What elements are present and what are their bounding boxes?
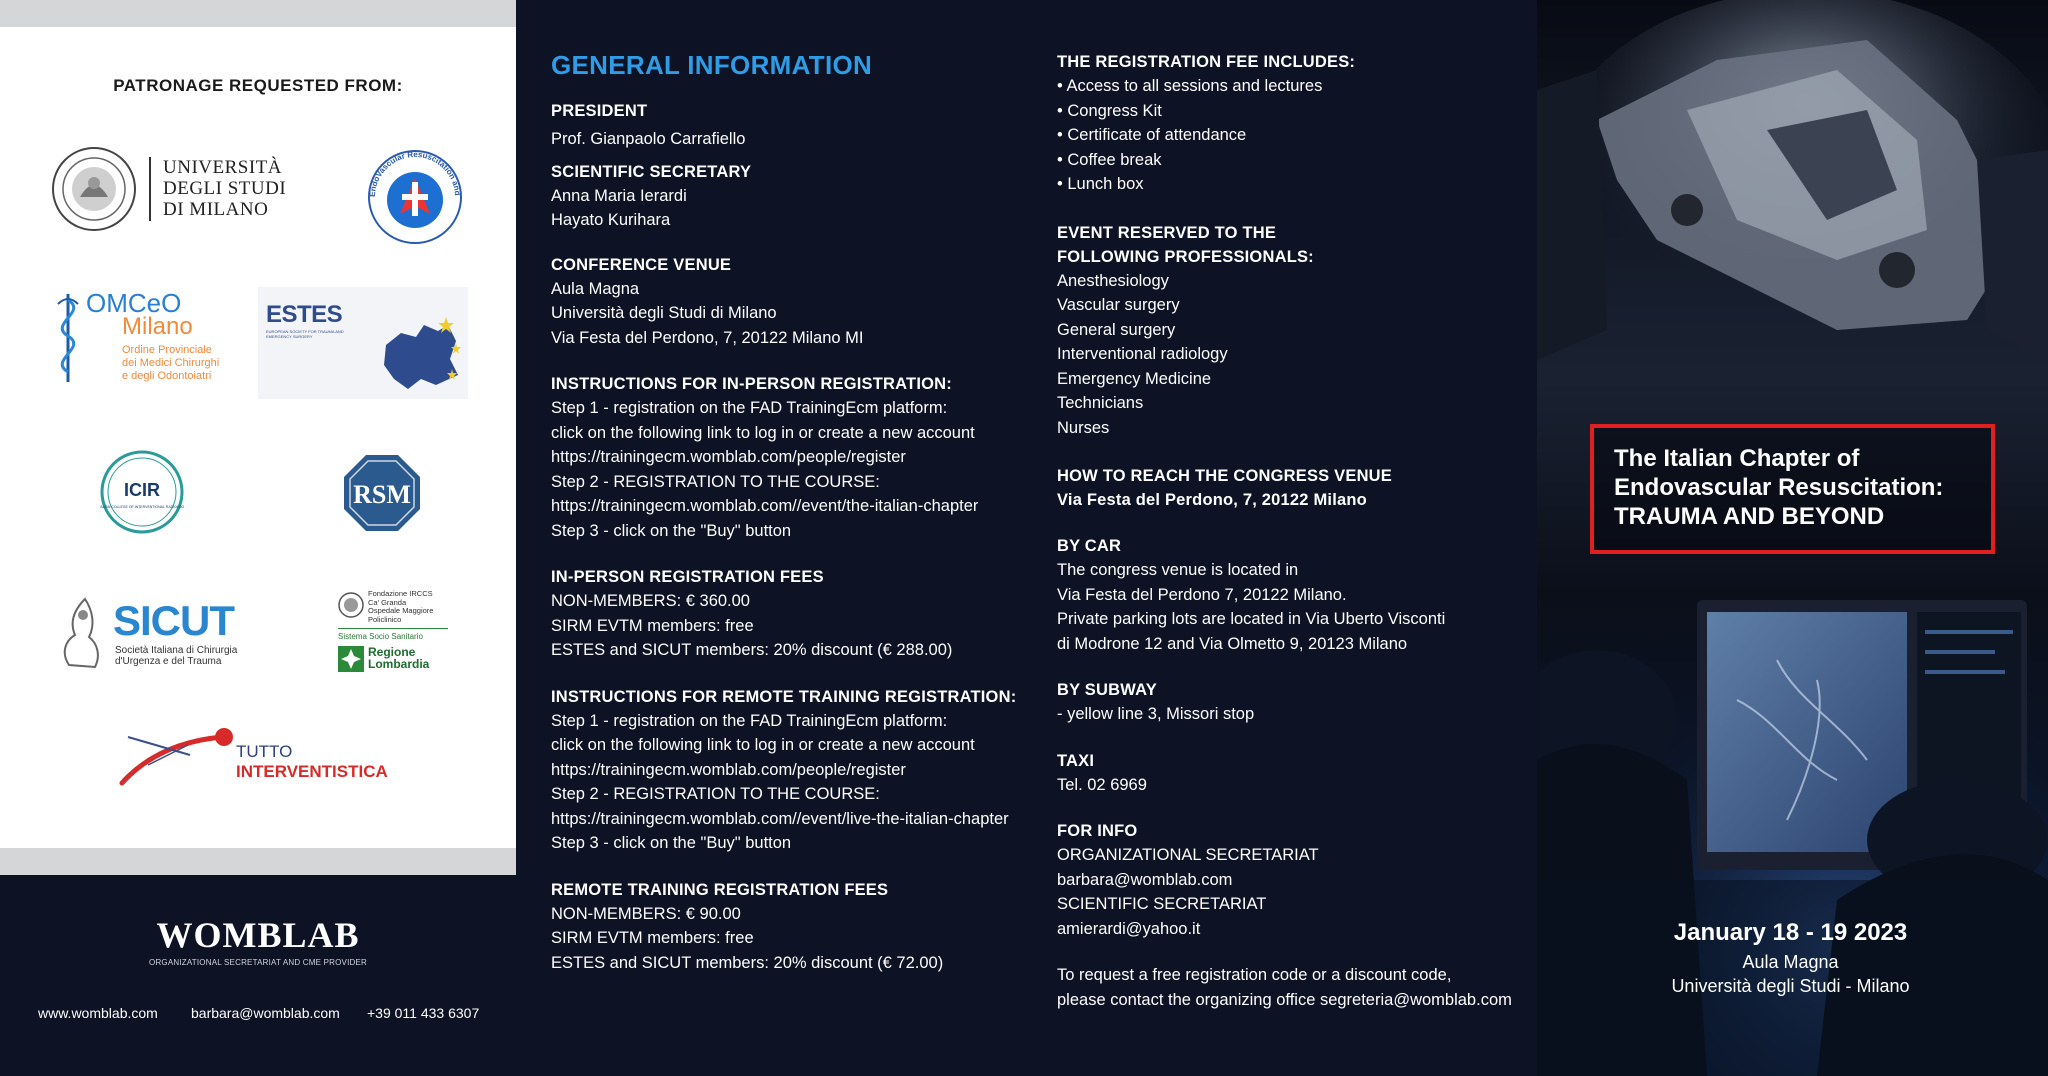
event-title-line-2: Endovascular Resuscitation: [1614,474,1944,501]
icir-name: ICIR [124,480,160,500]
inperson-step-2: Step 2 - REGISTRATION TO THE COURSE: [551,472,880,491]
evtm-ring-text: EndoVascular Resuscitation and [367,149,463,198]
remote-fee-sirm: SIRM EVTM members: free [551,929,754,947]
policlinico-seal-icon [338,592,364,618]
remote-fees-heading: REMOTE TRAINING REGISTRATION FEES [551,880,889,899]
request-code-line-2: please contact the organizing office segreteria@womblab.com [1057,990,1512,1009]
tutto-word: TUTTO [236,742,293,761]
rsm-name: RSM [353,480,411,509]
info-org-secretariat: ORGANIZATIONAL SECRETARIAT [1057,846,1319,864]
regione-text [368,646,429,670]
inperson-course-link[interactable]: https://trainingecm.womblab.com//event/the-italian-chapter [551,497,979,515]
reserved-heading-2: FOLLOWING PROFESSIONALS: [1057,247,1314,266]
womblab-brand: WOMBLAB [156,915,360,955]
icir-badge-icon [100,450,184,534]
remote-step-1-detail: click on the following link to log in or create a new account [551,736,975,754]
sicut-name: SICUT [113,597,234,644]
fee-includes-certificate: • Certificate of attendance [1057,126,1247,144]
inperson-step-3: Step 3 - click on the "Buy" button [551,521,792,540]
by-subway-heading: BY SUBWAY [1057,681,1157,699]
policlinico-logo [338,590,453,680]
regione-line-2: Lombardia [368,657,430,671]
venue-heading: CONFERENCE VENUE [551,255,732,274]
europe-map-icon [366,305,466,395]
profession-emergency-medicine: Emergency Medicine [1057,369,1212,388]
profession-general-surgery: General surgery [1057,320,1176,339]
bottom-gray-strip [0,848,516,875]
left-footer [0,875,516,1076]
president-heading: PRESIDENT [551,102,648,120]
car-line-1: The congress venue is located in [1057,561,1299,579]
event-date: January 18 - 19 2023 [1673,919,1908,946]
omceo-logo [48,290,238,390]
unimi-divider [149,157,151,221]
remote-step-3: Step 3 - click on the "Buy" button [551,834,792,852]
unimi-line-1: UNIVERSITÀ [163,157,282,178]
unimi-seal-icon [50,145,138,233]
sicut-figure-icon [55,595,111,675]
footer-phone: +39 011 433 6307 [367,1005,480,1021]
info-sci-email[interactable]: amierardi@yahoo.it [1057,919,1201,938]
sicut-logo [55,595,255,675]
omceo-subtitle [122,344,219,383]
sicut-sub-2: d'Urgenza e del Trauma [115,656,222,667]
for-info-heading: FOR INFO [1057,822,1138,840]
icir-logo [100,450,184,534]
event-title-line-3: TRAUMA AND BEYOND [1614,503,1885,530]
omceo-name: OMCeO [86,288,182,318]
sistema-label: Sistema Socio Sanitario [338,632,423,641]
footer-email-link[interactable]: barbara@womblab.com [191,1005,340,1021]
fee-includes-sessions: • Access to all sessions and lectures [1057,77,1323,95]
omceo-sub-1: Ordine Provinciale [122,344,212,356]
event-title-line-1: The Italian Chapter of [1614,445,1860,472]
estes-logo [258,287,468,399]
icir-subtitle: ITALIAN COLLEGE OF INTERVENTIONAL RADIOLOGY [100,505,184,509]
regione-lombardia-icon [338,646,364,672]
reach-heading: HOW TO REACH THE CONGRESS VENUE [1057,467,1393,485]
estes-name: ESTES [266,301,343,328]
top-gray-strip [0,0,516,27]
profession-interventional-radiology: Interventional radiology [1057,345,1228,363]
inperson-register-link[interactable]: https://trainingecm.womblab.com/people/register [551,448,906,466]
omceo-sub-3: e degli Odontoiatri [122,370,212,382]
rsm-octagon-icon [342,453,422,533]
info-org-email[interactable]: barbara@womblab.com [1057,870,1233,889]
secretary-name-1: Anna Maria Ierardi [551,186,687,205]
policlinico-line-4: Policlinico [368,614,402,624]
subway-info: - yellow line 3, Missori stop [1057,705,1255,723]
omceo-sub-2: dei Medici Chirurghi [122,357,220,369]
car-line-3: Private parking lots are located in Via Uberto Visconti [1057,610,1446,628]
evtm-emblem-icon [360,142,470,252]
request-code-line-1: To request a free registration code or a discount code, [1057,966,1452,984]
inperson-step-1: Step 1 - registration on the FAD TrainingEcm platform: [551,399,948,417]
sicut-sub-1: Società Italiana di Chirurgia [115,645,238,656]
sicut-subtitle [115,645,237,667]
remote-fee-estes-sicut: ESTES and SICUT members: 20% discount (€ 72.00) [551,953,944,972]
secretary-heading: SCIENTIFIC SECRETARY [551,162,752,181]
venue-line-2: Università degli Studi di Milano [551,304,777,322]
catheter-swoosh-icon [118,725,238,795]
remote-register-link[interactable]: https://trainingecm.womblab.com/people/register [551,760,906,779]
unimi-text [163,157,286,220]
omceo-city: Milano [122,313,193,340]
general-info-title: GENERAL INFORMATION [551,50,873,80]
fee-includes-coffee: • Coffee break [1057,150,1162,169]
details-column [1057,50,1527,1012]
unimi-line-3: DI MILANO [163,199,269,220]
fee-includes-kit: • Congress Kit [1057,101,1162,120]
policlinico-text [368,590,433,624]
taxi-heading: TAXI [1057,751,1095,770]
secretary-name-2: Hayato Kurihara [551,211,671,229]
remote-step-2: Step 2 - REGISTRATION TO THE COURSE: [551,785,880,803]
fee-includes-heading: THE REGISTRATION FEE INCLUDES: [1057,53,1356,71]
event-date-block [1618,918,1963,998]
tutto-interventistica-logo [118,725,398,795]
patronage-title: PATRONAGE REQUESTED FROM: [113,76,403,95]
policlinico-line-3: Ospedale Maggiore [368,606,434,615]
unimi-line-2: DEGLI STUDI [163,178,287,199]
remote-course-link[interactable]: https://trainingecm.womblab.com//event/live-the-italian-chapter [551,809,1009,828]
president-name: Prof. Gianpaolo Carrafiello [551,130,746,148]
inperson-fee-estes-sicut: ESTES and SICUT members: 20% discount (€ 288.00) [551,641,953,659]
womblab-tagline: ORGANIZATIONAL SECRETARIAT AND CME PROVIDER [149,958,367,967]
unimi-logo [50,145,300,235]
remote-step-1: Step 1 - registration on the FAD TrainingEcm platform: [551,711,948,730]
reserved-heading-1: EVENT RESERVED TO THE [1057,223,1277,242]
venue-line-3: Via Festa del Perdono, 7, 20122 Milano MI [551,328,864,347]
evtm-logo [360,142,470,252]
info-sci-secretariat: SCIENTIFIC SECRETARIAT [1057,895,1267,913]
caduceus-icon [48,290,88,386]
inperson-step-1-detail: click on the following link to log in or create a new account [551,423,975,442]
car-line-2: Via Festa del Perdono 7, 20122 Milano. [1057,585,1347,604]
remote-fee-nonmembers: NON-MEMBERS: € 90.00 [551,904,741,923]
reach-address: Via Festa del Perdono, 7, 20122 Milano [1057,491,1367,509]
by-car-heading: BY CAR [1057,537,1122,555]
inperson-fee-sirm: SIRM EVTM members: free [551,616,754,635]
event-venue-2: Università degli Studi - Milano [1671,976,1910,996]
venue-line-1: Aula Magna [551,279,640,298]
fee-includes-lunch: • Lunch box [1057,175,1144,193]
profession-vascular-surgery: Vascular surgery [1057,296,1180,314]
policlinico-line-1: Fondazione IRCCS [368,589,433,598]
interventistica-word: INTERVENTISTICA [236,762,388,781]
event-title-box [1590,424,1995,554]
taxi-phone: Tel. 02 6969 [1057,775,1147,794]
regione-line-1: Regione [368,645,416,659]
policlinico-line-2: Ca' Granda [368,597,407,607]
general-info-column [551,50,1031,975]
remote-instructions-heading: INSTRUCTIONS FOR REMOTE TRAINING REGISTRATION: [551,687,1017,706]
estes-subtitle: EUROPEAN SOCIETY FOR TRAUMA AND EMERGENCY SURGERY [266,329,344,339]
event-venue-1: Aula Magna [1742,952,1839,972]
footer-website-link[interactable]: www.womblab.com [38,1005,158,1021]
profession-nurses: Nurses [1057,418,1110,437]
profession-technicians: Technicians [1057,394,1144,412]
car-line-4: di Modrone 12 and Via Olmetto 9, 20123 Milano [1057,634,1408,653]
profession-anesthesiology: Anesthesiology [1057,271,1169,290]
rsm-logo [342,453,422,533]
inperson-fee-nonmembers: NON-MEMBERS: € 360.00 [551,592,750,610]
inperson-instructions-heading: INSTRUCTIONS FOR IN-PERSON REGISTRATION: [551,375,952,393]
policlinico-divider [338,628,448,629]
inperson-fees-heading: IN-PERSON REGISTRATION FEES [551,568,824,586]
